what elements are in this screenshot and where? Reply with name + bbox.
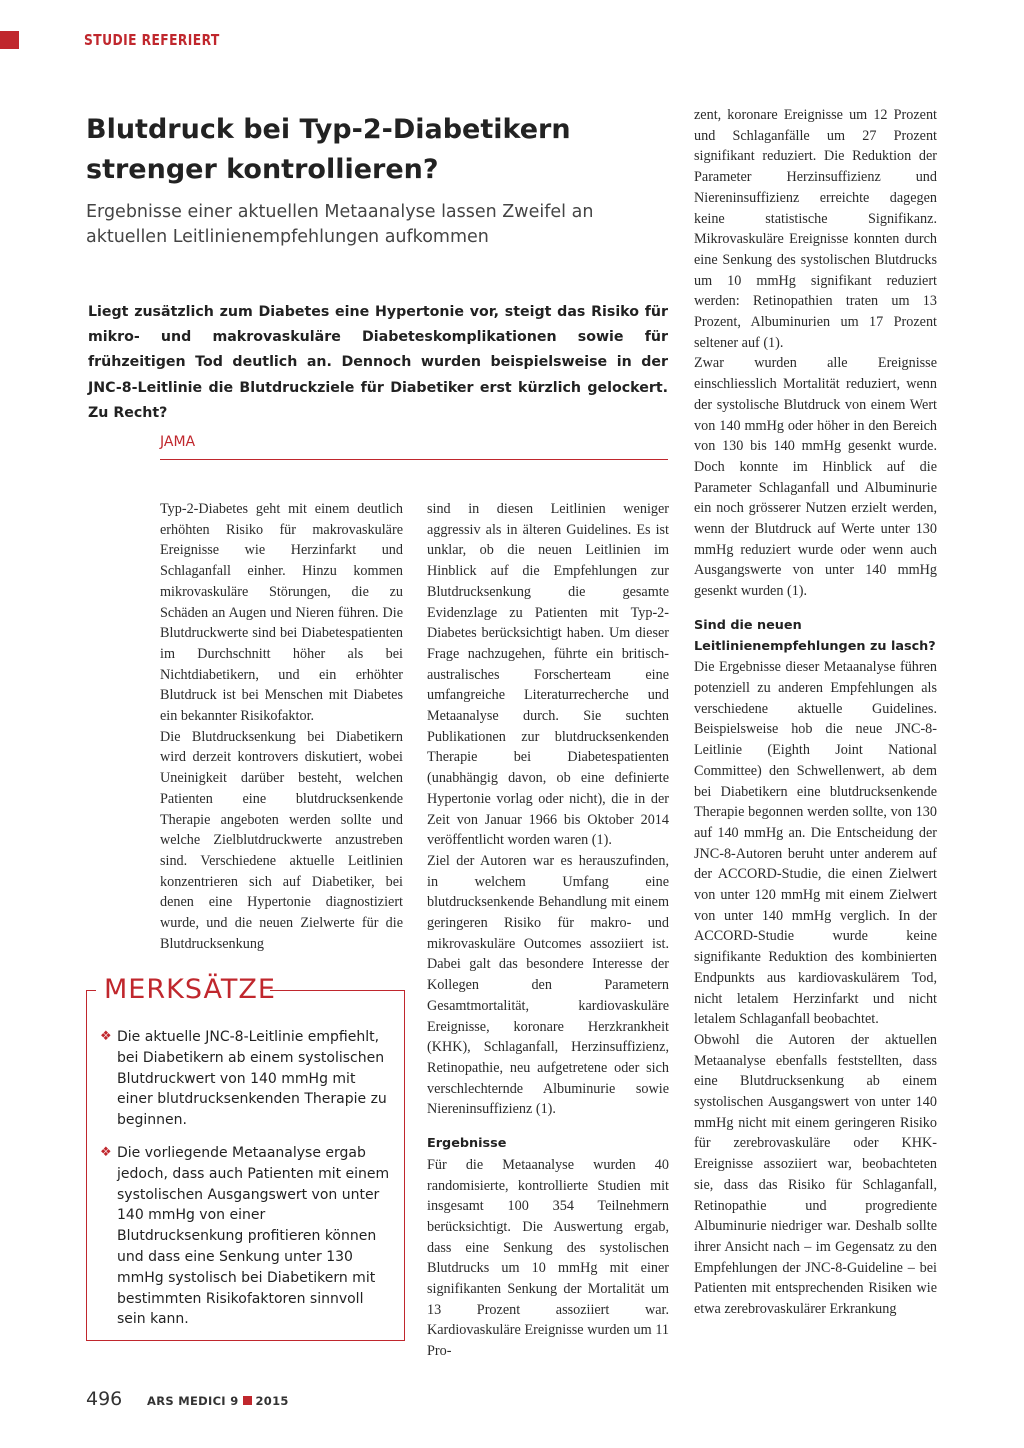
body-paragraph: zent, koronare Ereignisse um 12 Prozent und Schlaganfälle um 27 Prozent signifikant reduziert. Die Reduktion der Parameter Herzinsuffizienz und Niereninsuffizienz erreichte dagegen keine statistische Signifikanz. Mikrovaskuläre Ereignisse konnten durch eine Senkung des systolischen Blutdrucks um 10 mmHg signifikant reduziert werden: Retinopathien traten um 13 Prozent, Albuminurien um 17 Prozent seltener auf (1). [694, 107, 937, 351]
body-paragraph: Obwohl die Autoren der aktuellen Metaanalyse ebenfalls feststellten, dass eine Blutdrucksenkung ab einem systolischen Ausgangswert von unter 140 mmHg nicht mit einem geringeren Risiko für zerebrovaskuläre oder KHK-Ereignisse assoziiert war, beobachteten sie, dass das Risiko für Schlaganfall, Retinopathie und progrediente Albuminurie niedriger war. Deshalb sollte ihrer Ansicht nach – im Gegensatz zu den Empfehlungen der JNC-8-Guideline – bei Patienten mit entsprechenden Risiken wie etwa zerebrovaskulärer Erkrankung [694, 1031, 937, 1318]
journal-year: 2015 [255, 1394, 289, 1408]
body-paragraph: sind in diesen Leitlinien weniger aggressiv als in älteren Guidelines. Es ist unklar, ob die neuen Leitlinien im Hinblick auf die Empfehlungen zur Blutdrucksenkung die gesamte Evidenzlage zu Patienten mit Typ-2-Diabetes berücksichtigt haben. Um dieser Frage nachzugehen, führte ein britisch-australisches Forscherteam eine umfangreiche Literaturrecherche und Metaanalyse durch. Sie suchten Publikationen zur blutdrucksenkenden Therapie bei Diabetespatienten (unabhängig davon, ob eine definierte Hypertonie vorlag oder nicht), die in der Zeit von Januar 1966 bis Oktober 2014 veröffentlicht worden waren (1). [427, 501, 669, 849]
merksaetze-item [100, 1027, 392, 1131]
page-number: 496 [86, 1388, 123, 1410]
body-paragraph: Ziel der Autoren war es herauszufinden, in welchem Umfang eine blutdrucksenkende Behandlung mit einem geringeren Risiko für makro- und mikrovaskuläre Outcomes assoziiert ist. Dabei galt das besondere Interesse der Kollegen den Parametern Gesamtmortalität, kardiovaskuläre Ereignisse, koronare Herzkrankheit (KHK), Schlaganfall, Herzinsuffizienz, Retinopathie, neu aufgetretene oder sich verschlechternde Albuminurie sowie Niereninsuffizienz (1). [427, 852, 669, 1118]
diamond-bullet-icon: ❖ [100, 1144, 112, 1160]
merksaetze-title: MERKSÄTZE [104, 974, 276, 1005]
body-paragraph: Für die Metaanalyse wurden 40 randomisierte, kontrollierte Studien mit insgesamt 100 354 Teilnehmern berücksichtigt. Die Auswertung ergab, dass eine Senkung des systolischen Blutdrucks um 10 mmHg mit einer signifikanten Senkung der Mortalität um 13 Prozent assoziiert war. Kardiovaskuläre Ereignisse wurden um 11 Pro- [427, 1156, 669, 1360]
merksaetze-box-top-left [86, 990, 96, 991]
diamond-bullet-icon: ❖ [100, 1029, 112, 1044]
section-heading-leitlinien: Sind die neuen Leitlinienempfehlungen zu lasch? [694, 617, 936, 654]
merksaetze-list [100, 1027, 392, 1342]
journal-info [147, 1394, 289, 1408]
section-marker [0, 31, 19, 49]
journal-name: ARS MEDICI 9 [147, 1394, 239, 1408]
body-column-3 [694, 105, 937, 1320]
body-paragraph: Die Ergebnisse dieser Metaanalyse führen potenziell zu anderen Empfehlungen als verschiedene aktuelle Guidelines. Beispielsweise hob die neue JNC-8-Leitlinie (Eighth Joint National Committee) den Schwellenwert, ab dem bei Diabetikern eine blutdrucksenkende Therapie begonnen werden sollte, von 130 auf 140 mmHg an. Die Entscheidung der JNC-8-Autoren beruht unter anderem auf der ACCORD-Studie, die einen Zielwert von unter 120 mmHg mit einem Zielwert von unter 140 mmHg verglich. In der ACCORD-Studie wurde keine signifikante Reduktion des kombinierten Endpunkts aus kardiovaskulärem Tod, nicht letalem Herzinfarkt und nicht letalem Schlaganfall beobachtet. [694, 659, 937, 1028]
article-title: Blutdruck bei Typ-2-Diabetikern strenger kontrollieren? [86, 114, 571, 185]
body-column-1 [160, 499, 403, 954]
merksaetze-item-text: Die aktuelle JNC-8-Leitlinie empfiehlt, bei Diabetikern ab einem systolischen Blutdruckwert von 140 mmHg mit einer blutdrucksenkenden Therapie zu beginnen. [117, 1029, 387, 1129]
article-subtitle: Ergebnisse einer aktuellen Metaanalyse lassen Zweifel an aktuellen Leitlinienempfehlungen aufkommen [86, 202, 594, 247]
body-paragraph: Typ-2-Diabetes geht mit einem deutlich erhöhten Risiko für makrovaskuläre Ereignisse wie Herzinfarkt und Schlaganfall einher. Hinzu kommen mikrovaskuläre Störungen, die zu Schäden an Augen und Nieren führen. Die Blutdruckwerte sind bei Diabetespatienten im Durchschnitt höher als bei Nichtdiabetikern, und ein erhöhter Blutdruck ist bei Menschen mit Diabetes ein bekannter Risikofaktor. [160, 501, 403, 725]
journal-separator [243, 1396, 252, 1405]
section-label: STUDIE REFERIERT [84, 31, 220, 49]
body-column-2 [427, 499, 669, 1362]
section-heading-ergebnisse: Ergebnisse [427, 1136, 507, 1152]
article-lead: Liegt zusätzlich zum Diabetes eine Hypertonie vor, steigt das Risiko für mikro- und makrovaskuläre Diabeteskomplikationen sowie für frühzeitigen Tod deutlich an. Dennoch wurden beispielsweise in der JNC-8-Leitlinie die Blutdruckziele für Diabetiker erst kürzlich gelockert. Zu Recht? [88, 304, 668, 421]
body-paragraph: Die Blutdrucksenkung bei Diabetikern wird derzeit kontrovers diskutiert, wobei Uneinigkeit darüber besteht, welchen Patienten eine blutdrucksenkende Therapie angeboten werden sollte und welche Zielblutdruckwerte anzustreben sind. Verschiedene aktuelle Leitlinien konzentrieren sich auf Diabetiker, bei denen eine Hypertonie diagnostiziert wurde, und die neuen Zielwerte für die Blutdrucksenkung [160, 728, 403, 952]
article-source: JAMA [160, 434, 196, 450]
merksaetze-item-text: Die vorliegende Metaanalyse ergab jedoch, dass auch Patienten mit einem systolischen Ausgangswert von unter 140 mmHg von einer Blutdrucksenkung profitieren können und dass eine Senkung unter 130 mmHg systolisch bei Diabetikern mit bestimmten Risikofaktoren sinnvoll sein kann. [117, 1144, 390, 1328]
merksaetze-item [100, 1143, 392, 1330]
body-paragraph: Zwar wurden alle Ereignisse einschliesslich Mortalität reduziert, wenn der systolische Blutdruck von einem Wert von 140 mmHg oder höher in den Bereich von 130 bis 140 mmHg gesenkt wurde. Doch konnte im Hinblick auf die Parameter Schlaganfall und Albuminurie ein noch grösserer Nutzen erzielt werden, wenn der Blutdruck auf Werte unter 130 mmHg reduziert wurde oder wenn auch Ausgangswerte von unter 140 mmHg gesenkt wurden (1). [694, 355, 937, 600]
merksaetze-box-top-right [270, 990, 404, 991]
source-divider [160, 459, 668, 460]
